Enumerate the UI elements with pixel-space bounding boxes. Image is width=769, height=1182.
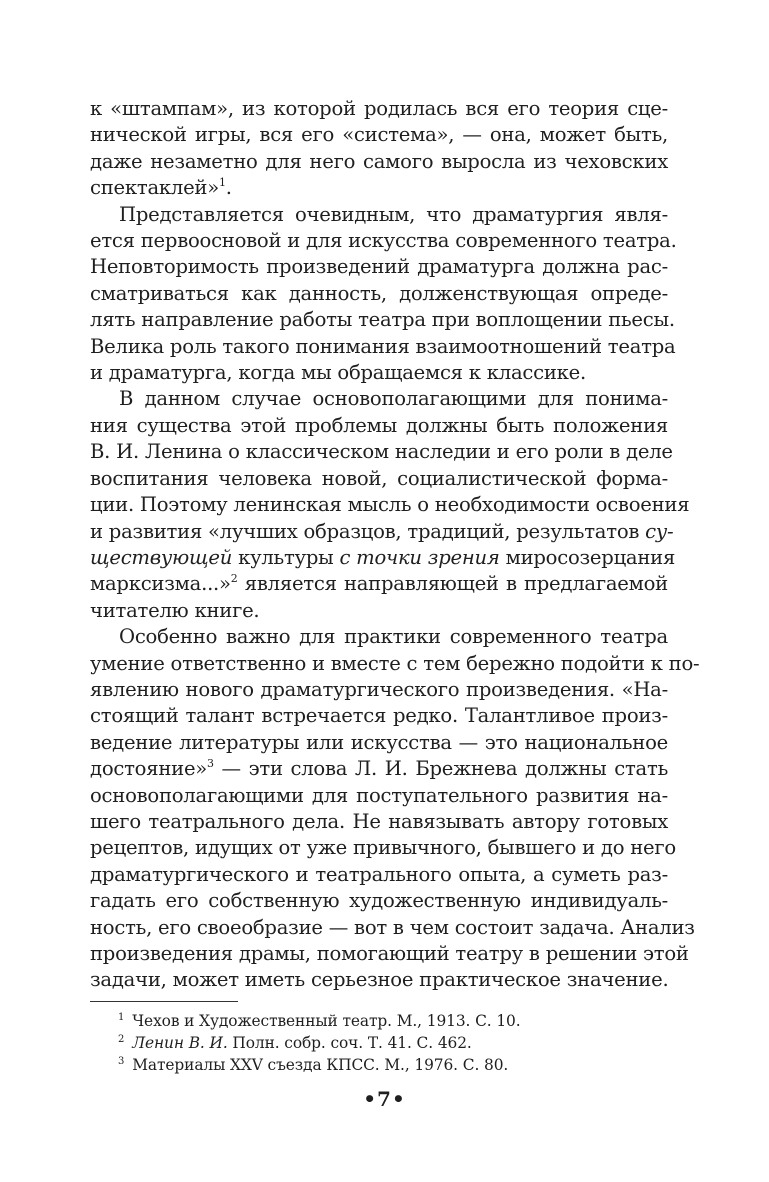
text: даже незаметно для него самого выросла из чеховских — [90, 149, 668, 173]
footnote-number: 1 — [118, 1012, 125, 1023]
footnotes — [118, 1010, 521, 1076]
text: и развития «лучших образцов, традиций, результатов — [90, 519, 646, 543]
footnote-text: Чехов и Художественный театр. М., 1913. С. 10. — [132, 1012, 521, 1030]
text-line — [90, 202, 668, 228]
footnote-ref: 2 — [230, 572, 238, 586]
text: . — [225, 176, 232, 200]
text-line — [90, 519, 674, 545]
text-line — [90, 122, 668, 148]
footnote — [118, 1054, 521, 1076]
text: марксизма...» — [90, 572, 231, 596]
text-line — [90, 254, 668, 280]
text-line — [90, 730, 668, 756]
text: читателю книге. — [90, 598, 260, 622]
text: произведения драмы, помогающий театру в решении этой — [90, 942, 689, 965]
footnote — [118, 1010, 521, 1032]
text-line — [90, 651, 700, 677]
text-line — [90, 149, 668, 175]
text-line — [90, 466, 668, 492]
text-line — [90, 967, 668, 993]
text-line — [90, 571, 668, 597]
emphasis: су- — [645, 519, 674, 543]
text-line — [90, 941, 689, 967]
text: — эти слова Л. И. Брежнева должны стать — [213, 757, 668, 781]
emphasis: с точки зрения — [339, 545, 500, 569]
text-line — [90, 888, 668, 914]
text: нической игры, вся его «система», — она, может быть, — [90, 123, 668, 147]
footnote-ref: 3 — [207, 757, 214, 771]
footnote-ref: 1 — [218, 176, 226, 190]
text-line — [90, 281, 668, 307]
text: ния существа этой проблемы должны быть положения — [90, 413, 668, 437]
text-line — [90, 492, 690, 518]
text: гадать его собственную художественную индивидуаль- — [90, 889, 668, 913]
text-line — [90, 756, 668, 782]
emphasis: ществующей — [90, 545, 233, 569]
text: основополагающими для поступательного развития на- — [90, 783, 668, 807]
text-line — [90, 228, 677, 254]
text: ется первоосновой и для искусства современного театра. — [90, 229, 677, 253]
text-line — [90, 545, 676, 571]
text: миросозерцания — [499, 545, 676, 569]
text: к «штампам», из которой родилась вся его теория сце- — [90, 97, 668, 120]
text: является направляющей в предлагаемой — [237, 572, 668, 596]
body-text — [90, 96, 700, 994]
text-line — [90, 703, 668, 729]
text-line — [90, 677, 668, 703]
footnote — [118, 1032, 521, 1054]
text: ции. Поэтому ленинская мысль о необходимости освоения — [90, 493, 690, 517]
text: явлению нового драматургического произведения. «На- — [90, 677, 668, 701]
text-line — [90, 598, 668, 624]
page-number: •7• — [363, 1087, 406, 1111]
text: Велика роль такого понимания взаимоотношений театра — [90, 334, 676, 358]
text: сматриваться как данность, долженствующая опреде- — [90, 281, 668, 305]
text: ведение литературы или искусства — это национальное — [90, 730, 668, 754]
text-line — [90, 413, 668, 439]
text: и драматурга, когда мы обращаемся к классике. — [90, 361, 586, 385]
footnote-number: 2 — [118, 1034, 125, 1045]
text-line — [90, 439, 673, 465]
text: достояние» — [90, 757, 208, 781]
text-line — [90, 783, 668, 809]
text-line — [90, 334, 676, 360]
footnote-number: 3 — [118, 1056, 125, 1067]
text: В. И. Ленина о классическом наследии и его роли в деле — [90, 440, 673, 464]
text: культуры — [232, 545, 340, 569]
text-line — [90, 360, 668, 386]
text-line — [90, 386, 668, 412]
text: ность, его своеобразие — вот в чем состоит задача. Анализ — [90, 915, 695, 939]
text: Представляется очевидным, что драматургия явля- — [119, 202, 668, 226]
text: задачи, может иметь серьезное практическое значение. — [90, 968, 669, 992]
text: спектаклей» — [90, 176, 219, 200]
text: В данном случае основополагающими для понима- — [119, 387, 668, 411]
text-line — [90, 624, 668, 650]
text-line — [90, 862, 668, 888]
text: воспитания человека новой, социалистической форма- — [90, 466, 668, 490]
text: драматургического и театрального опыта, а суметь раз- — [90, 862, 668, 886]
text: шего театрального дела. Не навязывать автору готовых — [90, 809, 668, 833]
text: лять направление работы театра при воплощении пьесы. — [90, 308, 675, 332]
text-line — [90, 175, 668, 201]
text-line — [90, 96, 668, 122]
text: Неповторимость произведений драматурга должна рас- — [90, 255, 668, 279]
text: стоящий талант встречается редко. Талантливое произ- — [90, 704, 668, 728]
text-line — [90, 809, 668, 835]
footnote-author: Ленин В. И. — [132, 1034, 228, 1052]
text-line — [90, 835, 676, 861]
footnote-text: Полн. собр. соч. Т. 41. С. 462. — [227, 1034, 472, 1052]
footnote-text: Материалы XXV съезда КПСС. М., 1976. С. 80. — [132, 1056, 509, 1074]
text-line — [90, 307, 675, 333]
text: рецептов, идущих от уже привычного, бывшего и до него — [90, 836, 676, 860]
footnote-rule — [90, 1001, 238, 1002]
text-line — [90, 915, 695, 941]
text: Особенно важно для практики современного театра — [119, 625, 668, 649]
text: умение ответственно и вместе с тем бережно подойти к по- — [90, 651, 700, 675]
